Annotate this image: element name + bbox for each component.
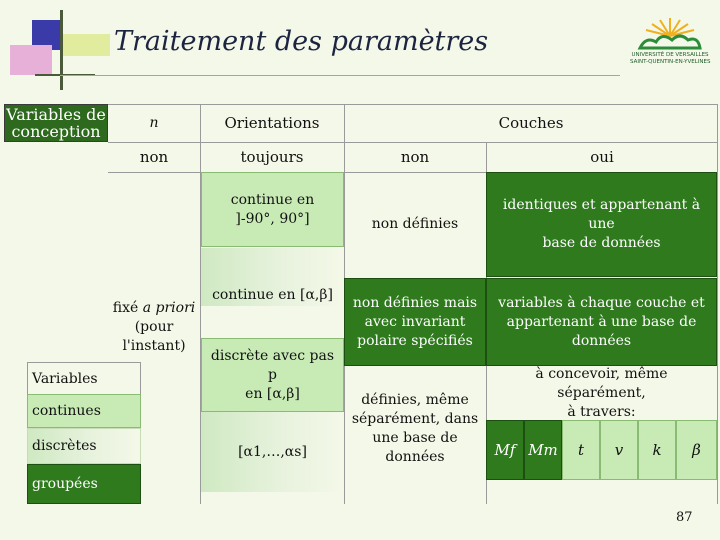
corner-square-pink	[10, 45, 52, 75]
legend-discretes	[27, 428, 141, 464]
param-mm	[524, 420, 562, 480]
couches-definies-line1: définies, même	[361, 392, 469, 408]
param-beta-label: β	[692, 440, 701, 459]
header-orientations	[200, 104, 344, 142]
n-linstant: l'instant)	[122, 337, 186, 354]
couches-concevoir-line2: à travers:	[567, 403, 636, 420]
couches-variables-line3: données	[571, 332, 632, 349]
couches-definies-line2: séparément, dans	[351, 411, 479, 427]
row2-n-label: non	[139, 147, 169, 166]
title-underline	[60, 75, 620, 76]
header-n-label: n	[149, 114, 159, 131]
logo-text-line2: SAINT-QUENTIN-EN-YVELINES	[630, 59, 711, 65]
couches-invariant-line2: avec invariant	[364, 313, 466, 330]
corner-line-vertical	[60, 10, 63, 90]
row2-couches-non	[344, 142, 486, 172]
orient-discrete-pas	[201, 338, 344, 412]
param-v-label: v	[614, 440, 624, 459]
couches-identiques-line2: base de données	[542, 235, 661, 251]
slide-title: Traitement des paramètres	[114, 26, 489, 57]
legend-variables	[27, 362, 141, 394]
header-couches-label: Couches	[498, 113, 564, 132]
legend-discretes-label: discrètes	[32, 438, 97, 454]
param-mm-label: Mm	[528, 440, 558, 459]
legend-groupees	[27, 464, 141, 504]
couches-identiques-line1: identiques et appartenant à une	[502, 197, 701, 232]
n-a-priori: a priori	[142, 299, 196, 316]
header-variables-de-conception	[4, 104, 108, 142]
header-variables-line2: conception	[11, 122, 101, 141]
n-fixed-line1	[113, 299, 196, 318]
legend-variables-label: Variables	[32, 370, 98, 387]
row2-orientations	[200, 142, 344, 172]
couches-variables-chaque	[486, 278, 717, 366]
logo-text-line1: UNIVERSITÉ DE VERSAILLES	[631, 52, 709, 58]
couches-variables-line1: variables à chaque couche et	[498, 294, 705, 311]
page-number: 87	[676, 510, 693, 525]
couches-definies-line4: données	[385, 449, 445, 465]
orient-continue-line2: ]-90°, 90°]	[235, 210, 310, 227]
orient-continue-ab	[201, 248, 344, 306]
legend-continues-label: continues	[32, 403, 101, 419]
param-beta	[676, 420, 717, 480]
row2-n	[108, 142, 200, 172]
couches-a-concevoir	[486, 366, 717, 420]
couches-non-definies-label: non définies	[371, 216, 459, 232]
n-fixed-a-priori	[108, 296, 200, 358]
header-couches	[344, 104, 718, 142]
param-k	[638, 420, 676, 480]
legend-groupees-label: groupées	[32, 476, 98, 492]
orient-continue-ab-label: continue en [α,β]	[212, 287, 333, 303]
legend-continues	[27, 394, 141, 428]
param-t	[562, 420, 600, 480]
couches-variables-line2: appartenant à une base de	[506, 313, 697, 330]
couches-definies-line3: une base de	[372, 430, 458, 446]
orient-continue-range	[201, 172, 344, 247]
orient-discrete-line2: en [α,β]	[245, 385, 300, 402]
couches-identiques	[486, 172, 717, 277]
row2-couches-oui-label: oui	[590, 147, 614, 166]
couches-non-definies	[344, 172, 486, 277]
orient-discrete-line1: discrète avec pas p	[210, 347, 335, 383]
row2-couches-non-label: non	[400, 147, 430, 166]
row2-couches-oui	[486, 142, 718, 172]
couches-invariant-line3: polaire spécifiés	[357, 332, 473, 349]
couches-non-definies-invariant	[344, 278, 486, 366]
header-n	[108, 104, 200, 142]
couches-concevoir-line1: à concevoir, même séparément,	[535, 365, 668, 401]
param-k-label: k	[652, 440, 662, 459]
university-logo	[630, 14, 710, 66]
n-pour: (pour	[134, 318, 174, 335]
n-fixed-word: fixé	[112, 299, 143, 316]
orient-continue-line1: continue en	[230, 191, 315, 208]
orient-list-label: [α1,…,αs]	[238, 443, 307, 460]
couches-invariant-line1: non définies mais	[352, 294, 478, 311]
row2-orientations-label: toujours	[240, 147, 304, 166]
couches-definies-meme	[344, 366, 486, 492]
param-t-label: t	[577, 440, 585, 459]
param-mf-label: Mf	[494, 440, 516, 459]
corner-square-yellow	[62, 34, 110, 56]
header-orientations-label: Orientations	[224, 113, 320, 132]
param-v	[600, 420, 638, 480]
orient-list	[201, 412, 344, 492]
header-variables-line1: Variables de	[6, 105, 106, 124]
param-mf	[486, 420, 524, 480]
